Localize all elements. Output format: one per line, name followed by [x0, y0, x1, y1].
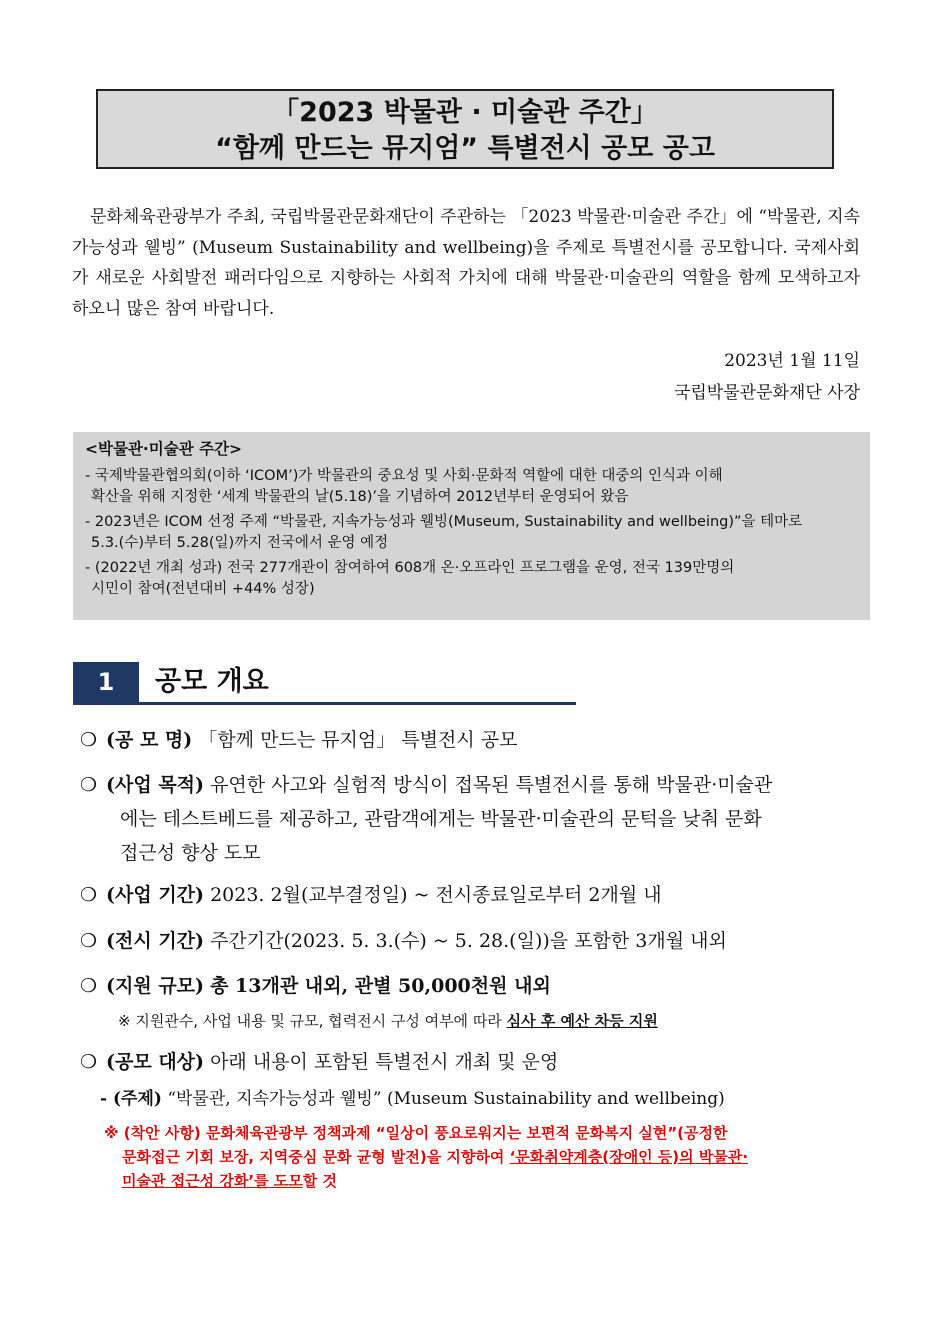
info-item-line: - (2022년 개최 성과) 전국 277개관이 참여하여 608개 온·오프라인 프로그램을 운영, 전국 139만명의	[85, 560, 735, 576]
item-target	[80, 1045, 870, 1079]
bullet-icon: ❍	[80, 729, 98, 751]
item-period	[80, 878, 870, 912]
item-text: 접근성 향상 도모	[120, 842, 261, 864]
section-number: 1	[73, 662, 139, 702]
theme-line	[100, 1084, 725, 1109]
item-text: 총 13개관 내외, 관별 50,000천원 내외	[210, 975, 551, 997]
consideration-line	[104, 1169, 864, 1193]
consideration-text: 문화접근 기회 보장, 지역중심 문화 균형 발전)을 지향하여	[122, 1148, 510, 1166]
title-line-1: 「2023 박물관 · 미술관 주간」	[272, 97, 658, 128]
announcement-date: 2023년 1월 11일	[724, 351, 860, 371]
info-item	[85, 466, 860, 508]
item-label: (사업 목적)	[106, 774, 205, 796]
consideration-line	[104, 1145, 864, 1169]
item-label: (공 모 명)	[106, 729, 193, 751]
note-text: ※ 지원관수, 사업 내용 및 규모, 협력전시 구성 여부에 따라	[118, 1012, 507, 1030]
section-title: 공모 개요	[155, 666, 269, 697]
section-header	[73, 662, 576, 706]
info-item-line: 시민이 참여(전년대비 +44% 성장)	[91, 581, 315, 597]
item-label: (사업 기간)	[106, 884, 205, 906]
info-item-line: - 2023년은 ICOM 선정 주제 “박물관, 지속가능성과 웰빙(Museum, Sustainability and wellbeing)”을 테마로	[85, 514, 803, 530]
bullet-icon: ❍	[80, 930, 98, 952]
announcement-org: 국립박물관문화재단 사장	[673, 383, 860, 403]
bullet-icon: ❍	[80, 774, 98, 796]
item-label: (지원 규모)	[106, 975, 205, 997]
item-label: (전시 기간)	[106, 930, 205, 952]
item-text: 주간기간(2023. 5. 3.(수) ~ 5. 28.(일))을 포함한 3개월 내외	[210, 930, 727, 952]
consideration-emphasis: 미술관 접근성 강화’를 도모	[122, 1172, 303, 1190]
title-line-2: “함께 만드는 뮤지엄” 특별전시 공모 공고	[215, 133, 715, 164]
item-text: 2023. 2월(교부결정일) ~ 전시종료일로부터 2개월 내	[210, 884, 662, 906]
info-item-line: - 국제박물관협의회(이하 ‘ICOM’)가 박물관의 중요성 및 사회·문화적 역할에 대한 대중의 인식과 이해	[85, 468, 723, 484]
consideration-line: ※ (착안 사항) 문화체육관광부 정책과제 “일상이 풍요로워지는 보편적 문화복지 실현”(공정한	[104, 1124, 728, 1142]
note-emphasis: 심사 후 예산 차등 지원	[506, 1012, 658, 1030]
info-item-line: 5.3.(수)부터 5.28(일)까지 전국에서 운영 예정	[91, 535, 389, 551]
item-exhibit-period	[80, 924, 870, 958]
item-label: (공모 대상)	[106, 1051, 205, 1073]
support-note	[118, 1010, 658, 1031]
consideration-text: 할 것	[302, 1172, 337, 1190]
item-support-scale	[80, 969, 870, 1003]
theme-label: - (주제)	[100, 1089, 162, 1109]
announcement-title-box	[96, 89, 834, 169]
item-text: 「함께 만드는 뮤지엄」 특별전시 공모	[198, 729, 518, 751]
item-text: 아래 내용이 포함된 특별전시 개최 및 운영	[210, 1051, 559, 1073]
consideration-emphasis: ‘문화취약계층(장애인 등)의 박물관·	[509, 1148, 749, 1166]
info-item	[85, 558, 860, 600]
intro-text: 문화체육관광부가 주최, 국립박물관문화재단이 주관하는 「2023 박물관·미술관 주간」에 “박물관, 지속가능성과 웰빙” (Museum Sustainability and wellbeing)을 주제로 특별전시를 공모합니다. 국제사회가 새로운 사회발전 패러다임으로 지향하는 사회적 가치에 대해 박물관·미술관의 역할을 함께 모색하고자 하오니 많은 참여 바랍니다.	[72, 207, 860, 319]
consideration-note	[104, 1121, 864, 1193]
bullet-icon: ❍	[80, 884, 98, 906]
bullet-icon: ❍	[80, 975, 98, 997]
item-contest-name	[80, 723, 870, 757]
intro-paragraph	[72, 202, 860, 324]
item-text: 에는 테스트베드를 제공하고, 관람객에게는 박물관·미술관의 문턱을 낮춰 문화	[120, 808, 762, 830]
bullet-icon: ❍	[80, 1051, 98, 1073]
theme-text: “박물관, 지속가능성과 웰빙” (Museum Sustainability and wellbeing)	[167, 1089, 725, 1109]
item-purpose	[80, 768, 870, 870]
section-underline	[73, 702, 576, 705]
info-item	[85, 512, 860, 554]
info-box-title: <박물관·미술관 주간>	[85, 440, 243, 458]
item-text: 유연한 사고와 실험적 방식이 접목된 특별전시를 통해 박물관·미술관	[210, 774, 773, 796]
museum-week-info-box	[73, 432, 870, 620]
info-item-line: 확산을 위해 지정한 ‘세계 박물관의 날(5.18)’을 기념하여 2012년부터 운영되어 왔음	[91, 489, 629, 505]
